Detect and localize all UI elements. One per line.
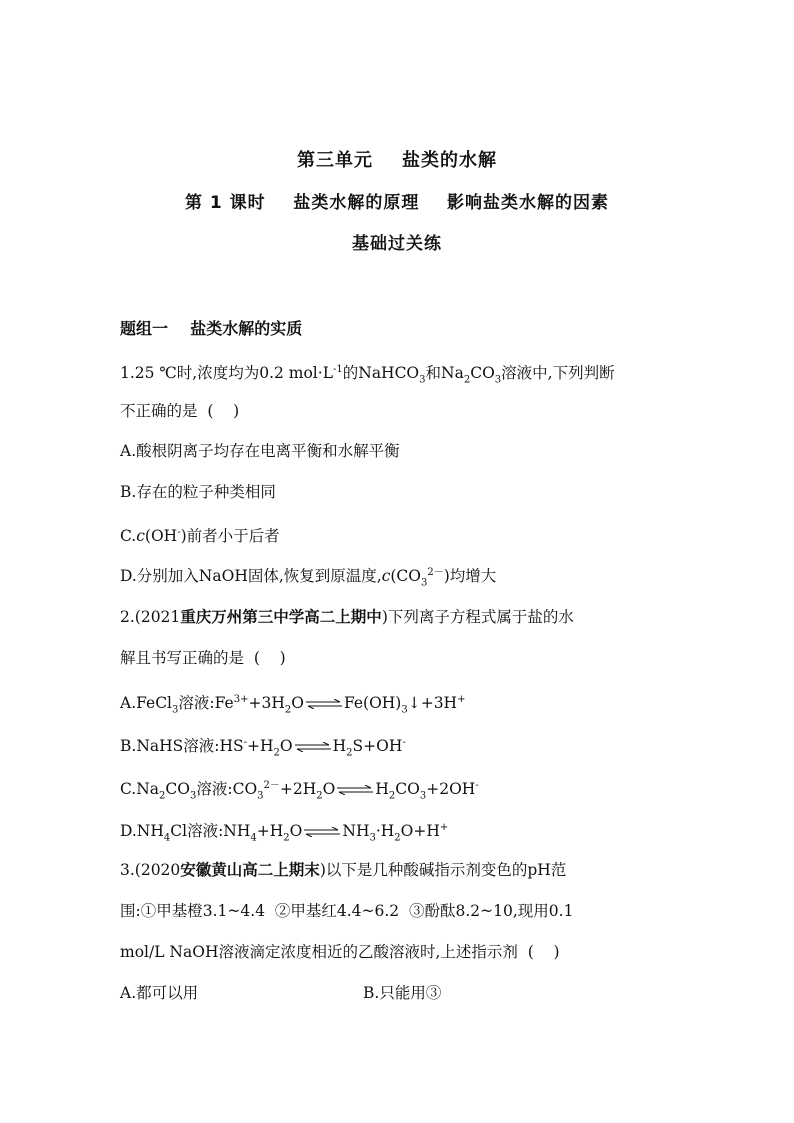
q1-stem-line2: 不正确的是 ( ) — [120, 402, 240, 420]
section-heading: 题组一 盐类水解的实质 — [120, 319, 303, 338]
q3-stem-line2: 围:①甲基橙3.1~4.4 ②甲基红4.4~6.2 ③酚酞8.2~10,现用0.1 — [120, 902, 574, 920]
reversible-arrow-icon — [304, 827, 340, 837]
q2-option-d: $D.NH_4Cl$溶液$:NH_4+H_2O$ $NH_3\cdot H_2O+H^+$ — [120, 822, 449, 844]
q1-option-d: D.分别加入NaOH固体,恢复到原温度$,c(CO_3^{2-})$均增大 — [120, 567, 497, 589]
q2-stem-line2: 解且书写正确的是 ( ) — [120, 649, 286, 667]
q3-option-a: A.都可以用 — [120, 984, 199, 1002]
q3-stem-line3: mol/L NaOH溶液滴定浓度相近的乙酸溶液时,上述指示剂 ( ) — [120, 943, 560, 961]
unit-title: 第三单元 盐类的水解 — [296, 150, 498, 171]
q1-option-c: C.c(OH-)前者小于后者 — [120, 527, 280, 546]
q3-stem-line1: 3.(2020安徽黄山高二上期末)以下是几种酸碱指示剂变色的pH范 — [120, 861, 567, 879]
q3-option-b: B.只能用③ — [363, 984, 442, 1002]
reversible-arrow-icon — [337, 785, 373, 795]
q2-option-b: B.NaHS溶液$:HS^-+H_2O$ $H_2S+OH^-$ — [120, 737, 406, 759]
q1-option-b: B.存在的粒子种类相同 — [120, 483, 276, 501]
q2-option-c: $C.Na_2CO_3$溶液$:CO_3^{2-}+2H_2O$ $H_2CO_3+2OH^-$ — [120, 780, 479, 802]
q2-stem-line1: 2.(2021重庆万州第三中学高二上期中)下列离子方程式属于盐的水 — [120, 608, 574, 626]
reversible-arrow-icon — [295, 742, 331, 752]
q1-stem-line1: 1.25 ℃时,浓度均为0.2 $mol\cdot L^{-1}$的NaHCO$_3$和$Na_2CO_3$溶液中,下列判断 — [120, 364, 615, 386]
lesson-title: 第 1 课时 盐类水解的原理 影响盐类水解的因素 — [184, 193, 609, 213]
q2-option-a: A.FeCl$_3$溶液$:Fe^{3+}+3H_2O$ $Fe(OH)_3↓+3H^+$ — [120, 694, 466, 716]
q1-option-a: A.酸根阴离子均存在电离平衡和水解平衡 — [120, 442, 400, 460]
practice-title: 基础过关练 — [352, 234, 442, 254]
reversible-arrow-icon — [306, 699, 342, 709]
